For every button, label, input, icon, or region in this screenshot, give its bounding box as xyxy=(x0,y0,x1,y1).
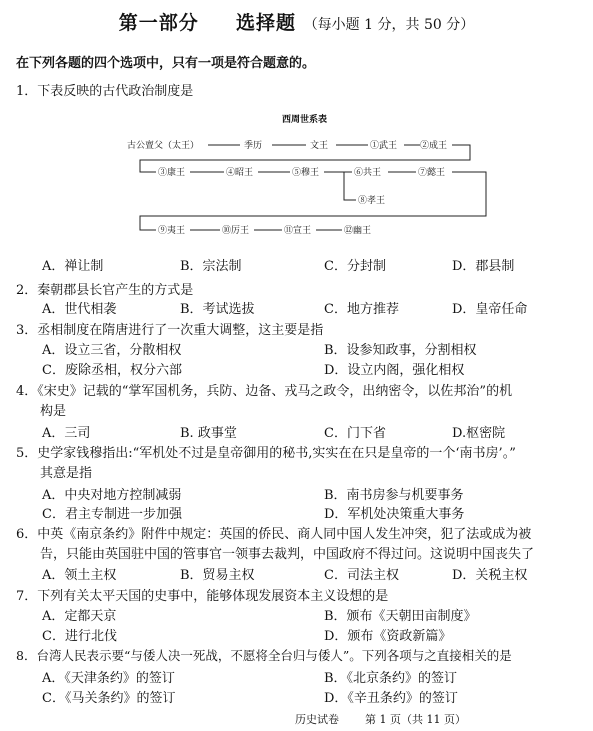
q5-option-d[interactable]: D．军机处决策重大事务 xyxy=(324,507,465,522)
node-yiwang: ⑦懿王 xyxy=(418,168,446,178)
question-2-stem: 2．秦朝郡县长官产生的方式是 xyxy=(16,283,194,298)
node-xuanwang: ⑪宣王 xyxy=(284,226,312,236)
footer-subject: 历史试卷 xyxy=(295,713,339,726)
node-xiaowang: ⑧孝王 xyxy=(358,196,386,206)
instruction: 在下列各题的四个选项中，只有一项是符合题意的。 xyxy=(16,56,316,71)
q6-option-a[interactable]: A．领土主权 xyxy=(42,568,117,583)
question-3-stem: 3．丞相制度在隋唐进行了一次重大调整，这主要是指 xyxy=(16,323,324,338)
q8-option-a[interactable]: A．《天津条约》的签订 xyxy=(42,671,175,686)
node-wuwang: ①武王 xyxy=(370,141,398,151)
question-7-stem: 7．下列有关太平天国的史事中，能够体现发展资本主义设想的是 xyxy=(16,589,389,604)
node-gongwang: ⑥共王 xyxy=(354,168,382,178)
q1-option-b[interactable]: B．宗法制 xyxy=(180,259,242,274)
q7-option-b[interactable]: B．颁布《天朝田亩制度》 xyxy=(324,609,477,624)
question-5-stem: 5．史学家钱穆指出:“军机处不过是皇帝御用的秘书,实实在在只是皇帝的一个‘南书房’。” xyxy=(16,446,516,461)
question-6-stem-cont: 告，只能由英国驻中国的管事官一领事去裁判，中国政府不得过问。这说明中国丧失了 xyxy=(40,547,535,562)
q4-option-a[interactable]: A．三司 xyxy=(42,426,91,441)
q2-option-d[interactable]: D．皇帝任命 xyxy=(452,302,528,317)
node-zhaowang: ④昭王 xyxy=(226,168,254,178)
q7-option-c[interactable]: C．进行北伐 xyxy=(42,629,117,644)
score-note: （每小题 1 分，共 50 分） xyxy=(303,17,475,33)
question-5-stem-cont: 其意是指 xyxy=(40,466,93,481)
q6-option-b[interactable]: B．贸易主权 xyxy=(180,568,255,583)
node-yiwang-2: ⑨夷王 xyxy=(158,226,186,236)
q3-option-c[interactable]: C．废除丞相，权分六部 xyxy=(42,363,182,378)
node-jili: 季历 xyxy=(244,141,263,151)
node-chengwang: ②成王 xyxy=(420,141,448,151)
q3-option-a[interactable]: A．设立三省，分散相权 xyxy=(42,343,182,358)
node-wenwang: 文王 xyxy=(310,141,329,151)
q5-option-a[interactable]: A．中央对地方控制减弱 xyxy=(42,488,182,503)
q1-option-a[interactable]: A．禅让制 xyxy=(42,259,104,274)
q3-option-b[interactable]: B．设参知政事，分割相权 xyxy=(324,343,477,358)
q4-option-d[interactable]: D.枢密院 xyxy=(452,426,506,441)
node-muwang: ⑤穆王 xyxy=(292,168,320,178)
question-4-stem: 4．《宋史》记载的“掌军国机务，兵防、边备、戎马之政令，出纳密令，以佐邦治”的机 xyxy=(16,384,513,399)
q4-option-b[interactable]: B. 政事堂 xyxy=(180,426,237,441)
q5-option-b[interactable]: B．南书房参与机要事务 xyxy=(324,488,464,503)
q2-option-a[interactable]: A．世代相袭 xyxy=(42,302,117,317)
q2-option-b[interactable]: B．考试选拔 xyxy=(180,302,255,317)
q1-option-d[interactable]: D．郡县制 xyxy=(452,259,515,274)
q8-option-c[interactable]: C．《马关条约》的签订 xyxy=(42,691,176,706)
question-1-stem: 1．下表反映的古代政治制度是 xyxy=(16,84,194,99)
q8-option-d[interactable]: D．《辛丑条约》的签订 xyxy=(324,691,458,706)
node-kangwang: ③康王 xyxy=(158,168,186,178)
question-6-stem: 6．中英《南京条约》附件中规定：英国的侨民、商人同中国人发生冲突，犯了法或成为被 xyxy=(16,527,532,542)
part-label: 第一部分 xyxy=(118,12,199,34)
question-4-stem-cont: 构是 xyxy=(40,404,67,419)
q3-option-d[interactable]: D．设立内阁，强化相权 xyxy=(324,363,465,378)
node-liwang: ⑩厉王 xyxy=(222,226,250,236)
q6-option-c[interactable]: C．司法主权 xyxy=(324,568,399,583)
q7-option-d[interactable]: D．颁布《资政新篇》 xyxy=(324,629,452,644)
q4-option-c[interactable]: C．门下省 xyxy=(324,426,386,441)
node-youwang: ⑫幽王 xyxy=(344,226,372,236)
footer-page: 第 1 页（共 11 页） xyxy=(365,713,466,726)
section-label: 选择题 xyxy=(236,12,297,34)
q5-option-c[interactable]: C．君主专制进一步加强 xyxy=(42,507,182,522)
question-8-stem: 8．台湾人民表示要“与倭人决一死战，不愿将全台归与倭人”。下列各项与之直接相关的是 xyxy=(16,648,512,663)
q2-option-c[interactable]: C．地方推荐 xyxy=(324,302,399,317)
q6-option-d[interactable]: D．关税主权 xyxy=(452,568,528,583)
q7-option-a[interactable]: A．定都天京 xyxy=(42,609,117,624)
diagram-title: 西周世系表 xyxy=(282,115,328,125)
q8-option-b[interactable]: B．《北京条约》的签订 xyxy=(324,671,458,686)
q1-option-c[interactable]: C．分封制 xyxy=(324,259,386,274)
node-gugong: 古公亶父（太王） xyxy=(127,141,200,151)
